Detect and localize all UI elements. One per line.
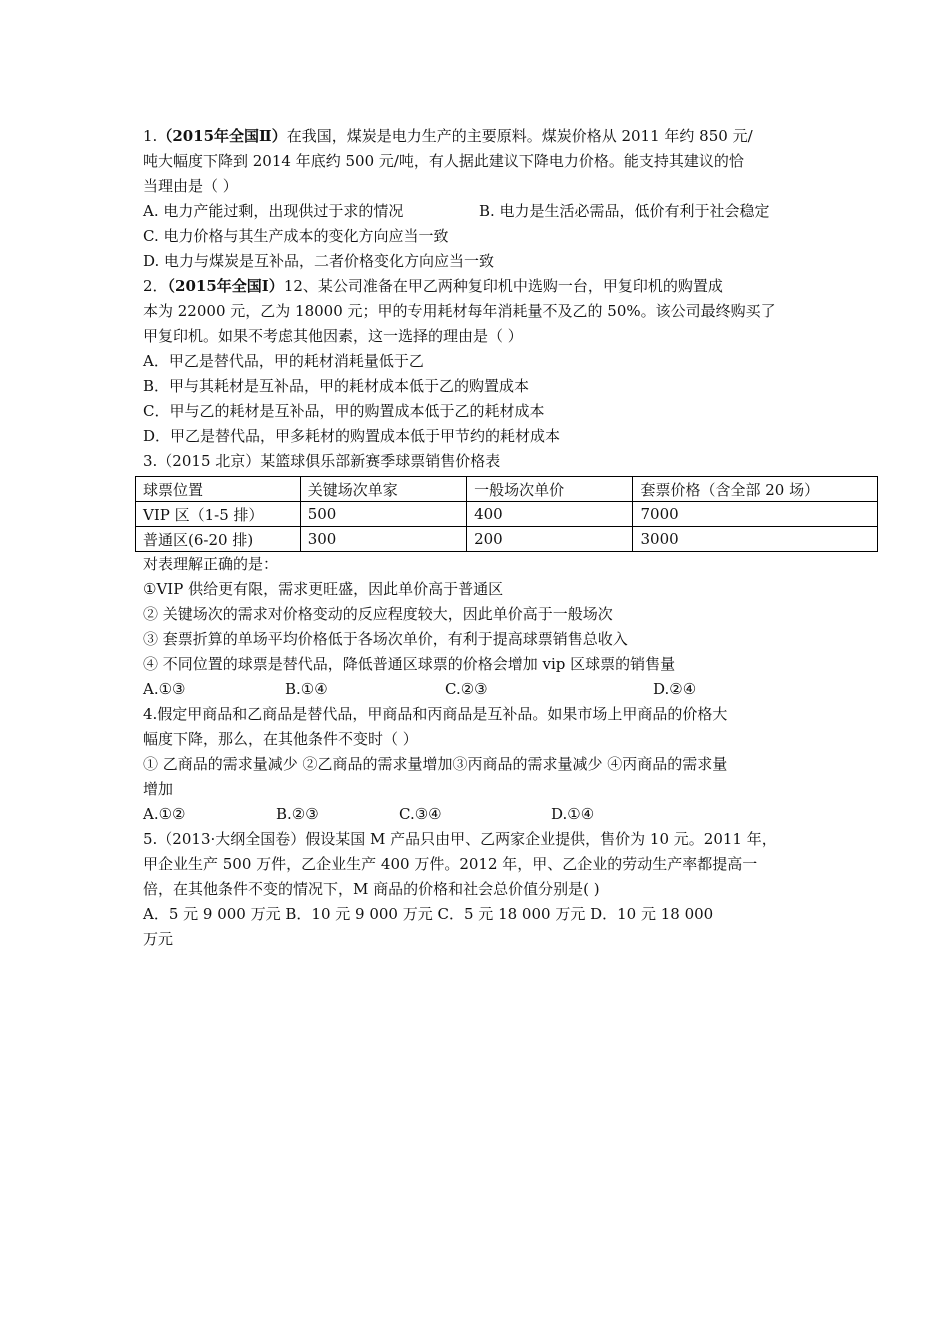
- q3-option-b: B.①④: [285, 680, 328, 698]
- q4-stem-2: 幅度下降，那么，在其他条件不变时（ ）: [143, 730, 418, 748]
- q2-option-b: B．甲与其耗材是互补品，甲的耗材成本低于乙的购置成本: [143, 377, 530, 395]
- q2-stem-2: 本为 22000 元，乙为 18000 元；甲的专用耗材每年消耗量不及乙的 50%。该公司最终购买了: [143, 302, 776, 320]
- q4-stem-1: 4.假定甲商品和乙商品是替代品，甲商品和丙商品是互补品。如果市场上甲商品的价格大: [143, 705, 728, 723]
- table-header-cell: 球票位置: [136, 477, 301, 502]
- table-cell: 300: [300, 527, 466, 552]
- ticket-price-table: [135, 476, 878, 552]
- q3-statement-3: ③ 套票折算的单场平均价格低于各场次单价，有利于提高球票销售总收入: [143, 630, 628, 648]
- q5-options: A．5 元 9 000 万元 B．10 元 9 000 万元 C．5 元 18 000 万元 D．10 元 18 000: [143, 905, 714, 923]
- q1-line-1: [143, 124, 843, 149]
- table-cell: 7000: [633, 502, 878, 527]
- q1-stem-2: 吨大幅度下降到 2014 年底约 500 元/吨，有人据此建议下降电力价格。能支持其建议的恰: [143, 152, 744, 170]
- q2-line-1: [143, 274, 843, 299]
- q1-option-b: B. 电力是生活必需品，低价有利于社会稳定: [479, 202, 770, 220]
- q5-stem-2: 甲企业生产 500 万件，乙企业生产 400 万件。2012 年，甲、乙企业的劳动生产率都提高一: [143, 855, 758, 873]
- q5-stem-1: 5.（2013·大纲全国卷）假设某国 M 产品只由甲、乙两家企业提供，售价为 10 元。2011 年，: [143, 830, 777, 848]
- q3-statement-1: ①VIP 供给更有限，需求更旺盛，因此单价高于普通区: [143, 580, 504, 598]
- q1-stem-3: 当理由是（ ）: [143, 177, 238, 195]
- q2-option-c: C．甲与乙的耗材是互补品，甲的购置成本低于乙的耗材成本: [143, 402, 545, 420]
- table-row: [136, 502, 878, 527]
- q4-options: [143, 802, 843, 827]
- q3-option-a: A.①③: [143, 680, 186, 698]
- table-header-cell: 套票价格（含全部 20 场）: [633, 477, 878, 502]
- q4-option-d: D.①④: [551, 805, 595, 823]
- q1-stem-1: 在我国，煤炭是电力生产的主要原料。煤炭价格从 2011 年约 850 元/: [286, 127, 753, 145]
- table-header-cell: 关键场次单家: [300, 477, 466, 502]
- q2-stem-1: 12、某公司准备在甲乙两种复印机中选购一台，甲复印机的购置成: [283, 277, 723, 295]
- q1-option-c: C. 电力价格与其生产成本的变化方向应当一致: [143, 227, 449, 245]
- q5-options-cont: 万元: [143, 930, 174, 948]
- table-cell: 200: [467, 527, 633, 552]
- q1-options-ab: [143, 199, 843, 224]
- q2-stem-3: 甲复印机。如果不考虑其他因素，这一选择的理由是（ ）: [143, 327, 523, 345]
- table-cell: 400: [467, 502, 633, 527]
- q5-stem-3: 倍，在其他条件不变的情况下，M 商品的价格和社会总价值分别是( ): [143, 880, 600, 898]
- table-cell: VIP 区（1-5 排）: [136, 502, 301, 527]
- q3-option-d: D.②④: [653, 680, 697, 698]
- q3-options: [143, 677, 843, 702]
- q4-option-a: A.①②: [143, 805, 186, 823]
- q3-statement-4: ④ 不同位置的球票是替代品，降低普通区球票的价格会增加 vip 区球票的销售量: [143, 655, 676, 673]
- question-sheet: [143, 124, 843, 952]
- table-cell: 3000: [633, 527, 878, 552]
- q1-option-a: A. 电力产能过剩，出现供过于求的情况: [143, 202, 404, 220]
- q3-title: 3.（2015 北京）某篮球俱乐部新赛季球票销售价格表: [143, 452, 501, 470]
- q2-option-d: D．甲乙是替代品，甲多耗材的购置成本低于甲节约的耗材成本: [143, 427, 561, 445]
- table-row: [136, 527, 878, 552]
- q4-option-c: C.③④: [399, 805, 442, 823]
- q3-prompt: 对表理解正确的是：: [143, 555, 279, 573]
- q1-source: （2015年全国Ⅱ）: [157, 127, 287, 145]
- q4-stem-4: 增加: [143, 780, 174, 798]
- q2-source: （2015年全国Ⅰ）: [167, 277, 284, 295]
- q1-number: 1.: [143, 127, 158, 145]
- q1-option-d: D. 电力与煤炭是互补品，二者价格变化方向应当一致: [143, 252, 495, 270]
- q2-number: 2．: [143, 277, 168, 295]
- q4-option-b: B.②③: [276, 805, 319, 823]
- table-cell: 500: [300, 502, 466, 527]
- q2-option-a: A．甲乙是替代品，甲的耗材消耗量低于乙: [143, 352, 424, 370]
- q3-statement-2: ② 关键场次的需求对价格变动的反应程度较大，因此单价高于一般场次: [143, 605, 613, 623]
- q3-option-c: C.②③: [445, 680, 488, 698]
- table-cell: 普通区(6-20 排): [136, 527, 301, 552]
- q4-stem-3: ① 乙商品的需求量减少 ②乙商品的需求量增加③丙商品的需求量减少 ④丙商品的需求量: [143, 755, 728, 773]
- table-header-cell: 一般场次单价: [467, 477, 633, 502]
- table-header-row: [136, 477, 878, 502]
